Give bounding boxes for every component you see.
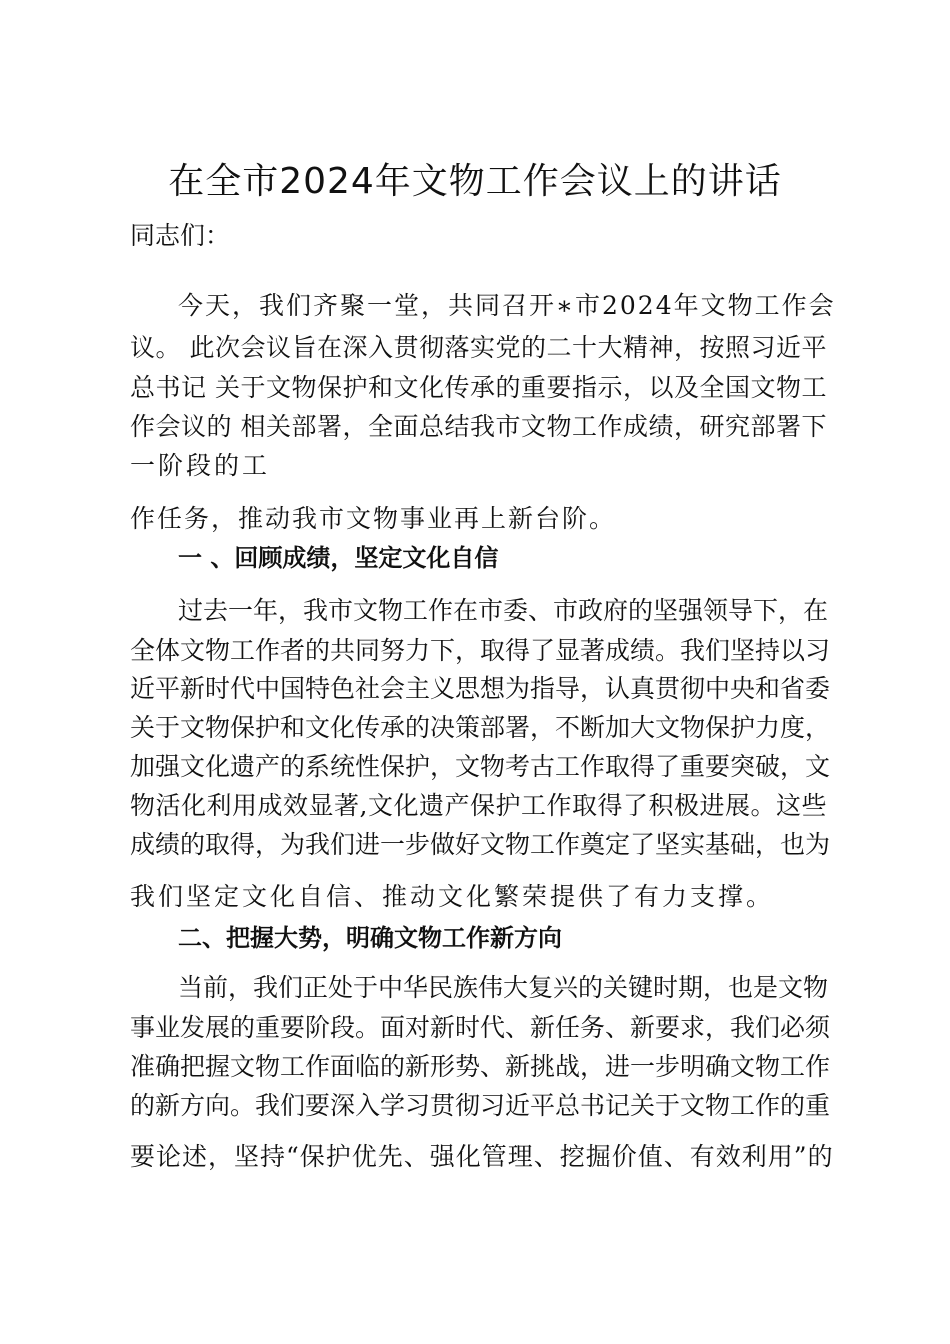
section-1-line-3: 近平新时代中国特色社会主义思想为指导，认真贯彻中央和省委 xyxy=(130,674,831,703)
intro-line-3: 总书记 关于文物保护和文化传承的重要指示，以及全国文物工 xyxy=(130,373,827,402)
section-1-line-4: 关于文物保护和文化传承的决策部署，不断加大文物保护力度， xyxy=(130,713,831,742)
section-1-line-2: 全体文物工作者的共同努力下，取得了显著成绩。我们坚持以习 xyxy=(130,636,831,665)
section-1-line-5: 加强文化遗产的系统性保护，文物考古工作取得了重要突破，文 xyxy=(130,752,831,781)
section-1-line-1: 过去一年，我市文物工作在市委、市政府的坚强领导下，在 xyxy=(178,596,829,625)
section-2-line-4: 的新方向。我们要深入学习贯彻习近平总书记关于文物工作的重 xyxy=(130,1091,831,1120)
intro-line-4: 作会议的 相关部署，全面总结我市文物工作成绩，研究部署下 xyxy=(130,412,827,441)
intro-line-1: 今天，我们齐聚一堂，共同召开∗市2024年文物工作会 xyxy=(178,291,836,320)
section-1-heading: 一 、回顾成绩，坚定文化自信 xyxy=(178,544,499,572)
intro-line-5: 一阶段的工 xyxy=(130,451,271,480)
section-2-line-3: 准确把握文物工作面临的新形势、新挑战，进一步明确文物工作 xyxy=(130,1052,831,1081)
section-1-line-6: 物活化利用成效显著,文化遗产保护工作取得了积极进展。这些 xyxy=(130,791,827,820)
section-1-line-8: 我们坚定文化自信、推动文化繁荣提供了有力支撑。 xyxy=(130,882,775,911)
intro-line-6: 作任务，推动我市文物事业再上新台阶。 xyxy=(130,504,617,533)
section-1-line-7: 成绩的取得，为我们进一步做好文物工作奠定了坚实基础，也为 xyxy=(130,830,831,859)
section-2-line-5: 要论述，坚持“保护优先、强化管理、挖掘价值、有效利用”的 xyxy=(130,1142,834,1171)
section-2-heading: 二、把握大势，明确文物工作新方向 xyxy=(178,924,562,952)
salutation: 同志们： xyxy=(130,221,231,250)
document-title: 在全市2024年文物工作会议上的讲话 xyxy=(168,161,782,202)
section-2-line-2: 事业发展的重要阶段。面对新时代、新任务、新要求，我们必须 xyxy=(130,1013,831,1042)
intro-line-2: 议。 此次会议旨在深入贯彻落实党的二十大精神，按照习近平 xyxy=(130,333,827,362)
section-2-line-1: 当前，我们正处于中华民族伟大复兴的关键时期，也是文物 xyxy=(178,973,829,1002)
